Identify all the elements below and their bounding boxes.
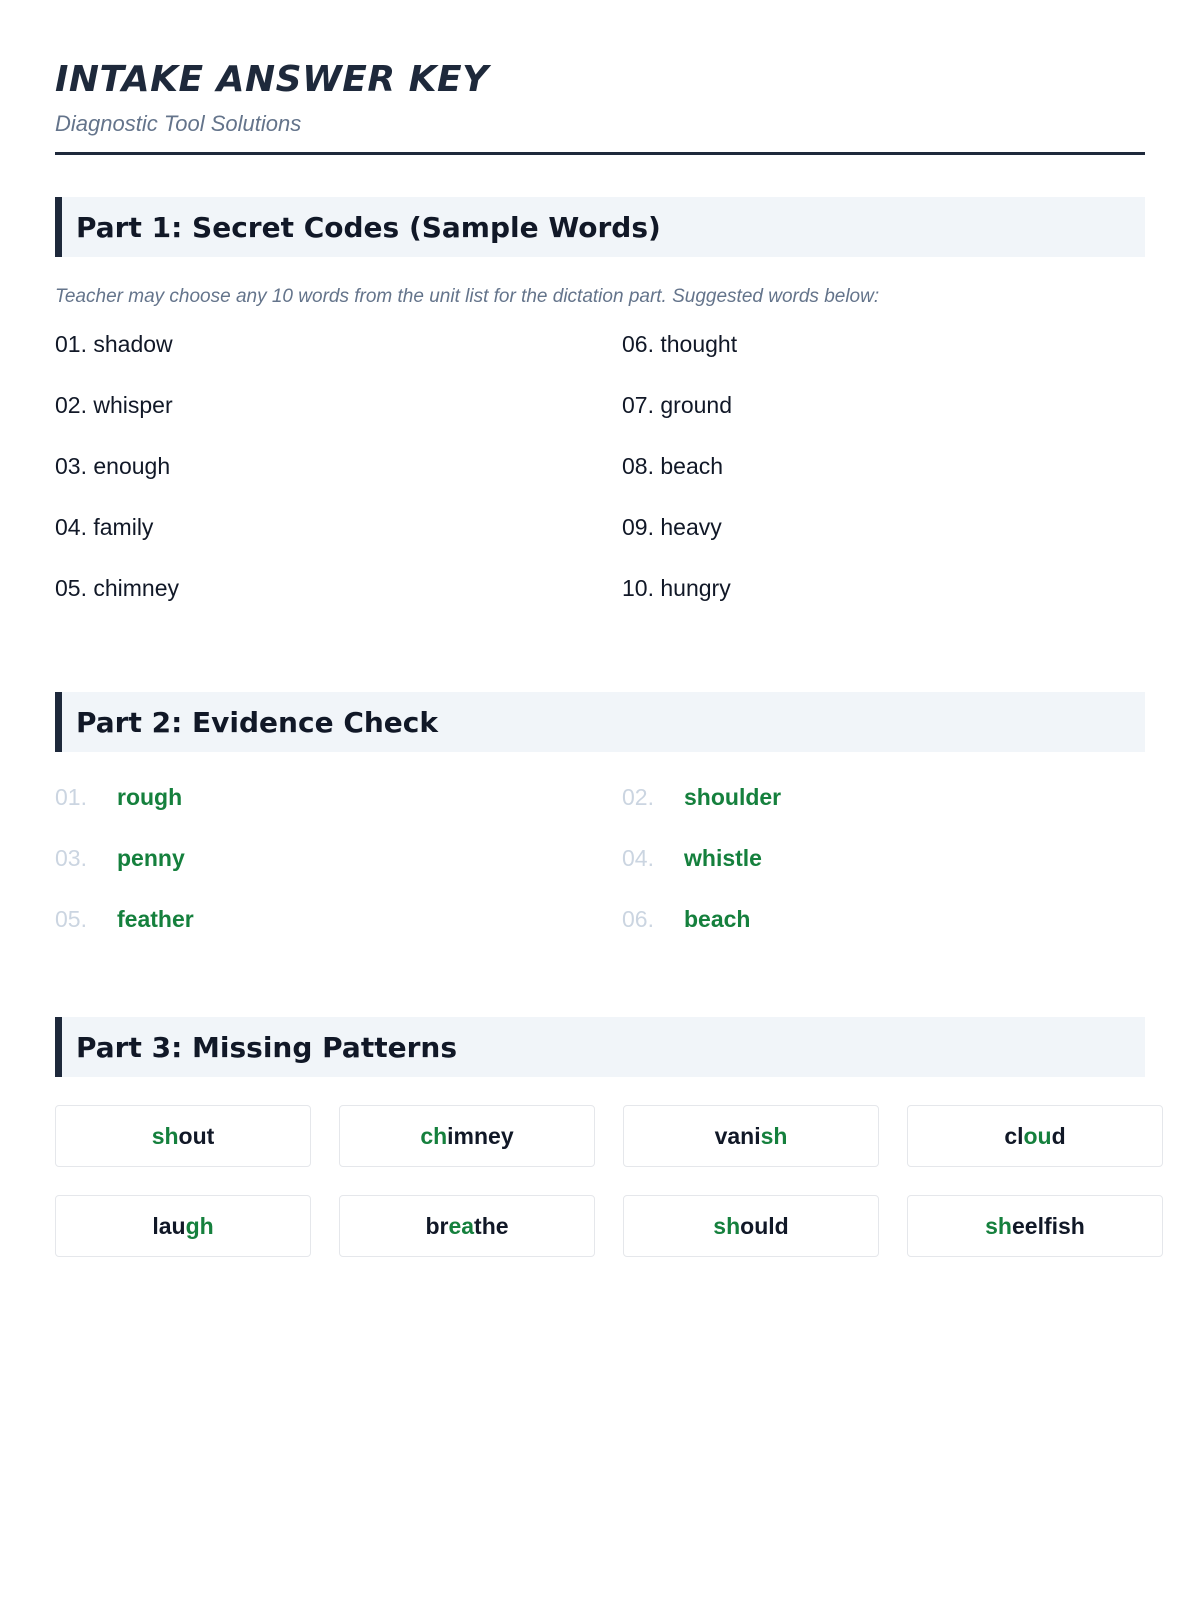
pattern-suffix: imney <box>447 1122 514 1149</box>
evidence-item <box>622 841 1145 902</box>
sample-word: 09. heavy <box>622 514 722 540</box>
pattern-card <box>907 1105 1163 1167</box>
sample-word: 02. whisper <box>55 392 173 418</box>
evidence-item <box>622 902 1145 963</box>
page-title: INTAKE ANSWER KEY <box>55 59 489 100</box>
evidence-item <box>55 841 622 902</box>
pattern-highlight: sh <box>985 1212 1012 1239</box>
sample-word: 04. family <box>55 514 154 540</box>
evidence-number: 03. <box>55 845 87 871</box>
evidence-answer: shoulder <box>684 784 782 810</box>
pattern-suffix: d <box>1051 1122 1066 1149</box>
pattern-suffix: out <box>178 1122 215 1149</box>
evidence-number: 02. <box>622 784 654 810</box>
evidence-number: 06. <box>622 906 654 932</box>
evidence-item <box>55 902 622 963</box>
pattern-card <box>339 1195 595 1257</box>
pattern-highlight: sh <box>760 1122 788 1149</box>
pattern-highlight: sh <box>713 1212 741 1239</box>
pattern-card <box>623 1105 879 1167</box>
evidence-number: 01. <box>55 784 87 810</box>
pattern-card <box>623 1195 879 1257</box>
pattern-card <box>339 1105 595 1167</box>
evidence-item <box>55 780 622 841</box>
evidence-item <box>622 780 1145 841</box>
sample-word: 05. chimney <box>55 575 180 601</box>
page-subtitle: Diagnostic Tool Solutions <box>55 111 302 136</box>
pattern-highlight: ou <box>1023 1122 1052 1149</box>
pattern-suffix: eelfish <box>1011 1212 1085 1239</box>
evidence-answer: whistle <box>684 845 762 871</box>
sample-word-list <box>55 327 1145 632</box>
pattern-highlight: sh <box>151 1122 179 1149</box>
pattern-prefix: br <box>425 1212 449 1239</box>
pattern-prefix: lau <box>152 1212 186 1239</box>
sample-word: 08. beach <box>622 453 724 479</box>
sample-word: 10. hungry <box>622 575 731 601</box>
evidence-answer: rough <box>117 784 183 810</box>
pattern-card <box>55 1195 311 1257</box>
evidence-answer-list <box>55 780 1145 963</box>
evidence-answer: beach <box>684 906 751 932</box>
sample-word: 03. enough <box>55 453 171 479</box>
pattern-highlight: ch <box>420 1122 448 1149</box>
sample-word: 07. ground <box>622 392 732 418</box>
pattern-suffix: ould <box>740 1212 789 1239</box>
pattern-suffix: the <box>474 1212 509 1239</box>
evidence-answer: penny <box>117 845 185 871</box>
pattern-highlight: gh <box>185 1212 214 1239</box>
pattern-prefix: cl <box>1004 1122 1024 1149</box>
part1-instruction: Teacher may choose any 10 words from the unit list for the dictation part. Suggested words below: <box>55 286 880 307</box>
section-heading-part1: Part 1: Secret Codes (Sample Words) <box>55 197 1145 257</box>
missing-pattern-grid <box>55 1105 1145 1257</box>
document-header <box>55 56 1145 155</box>
sample-word: 06. thought <box>622 331 738 357</box>
evidence-answer: feather <box>117 906 194 932</box>
sample-word: 01. shadow <box>55 331 173 357</box>
section-heading-part3: Part 3: Missing Patterns <box>55 1017 1145 1077</box>
pattern-highlight: ea <box>448 1212 475 1239</box>
evidence-number: 05. <box>55 906 87 932</box>
evidence-number: 04. <box>622 845 654 871</box>
section-heading-part2: Part 2: Evidence Check <box>55 692 1145 752</box>
pattern-card <box>55 1105 311 1167</box>
pattern-prefix: vani <box>714 1122 761 1149</box>
pattern-card <box>907 1195 1163 1257</box>
